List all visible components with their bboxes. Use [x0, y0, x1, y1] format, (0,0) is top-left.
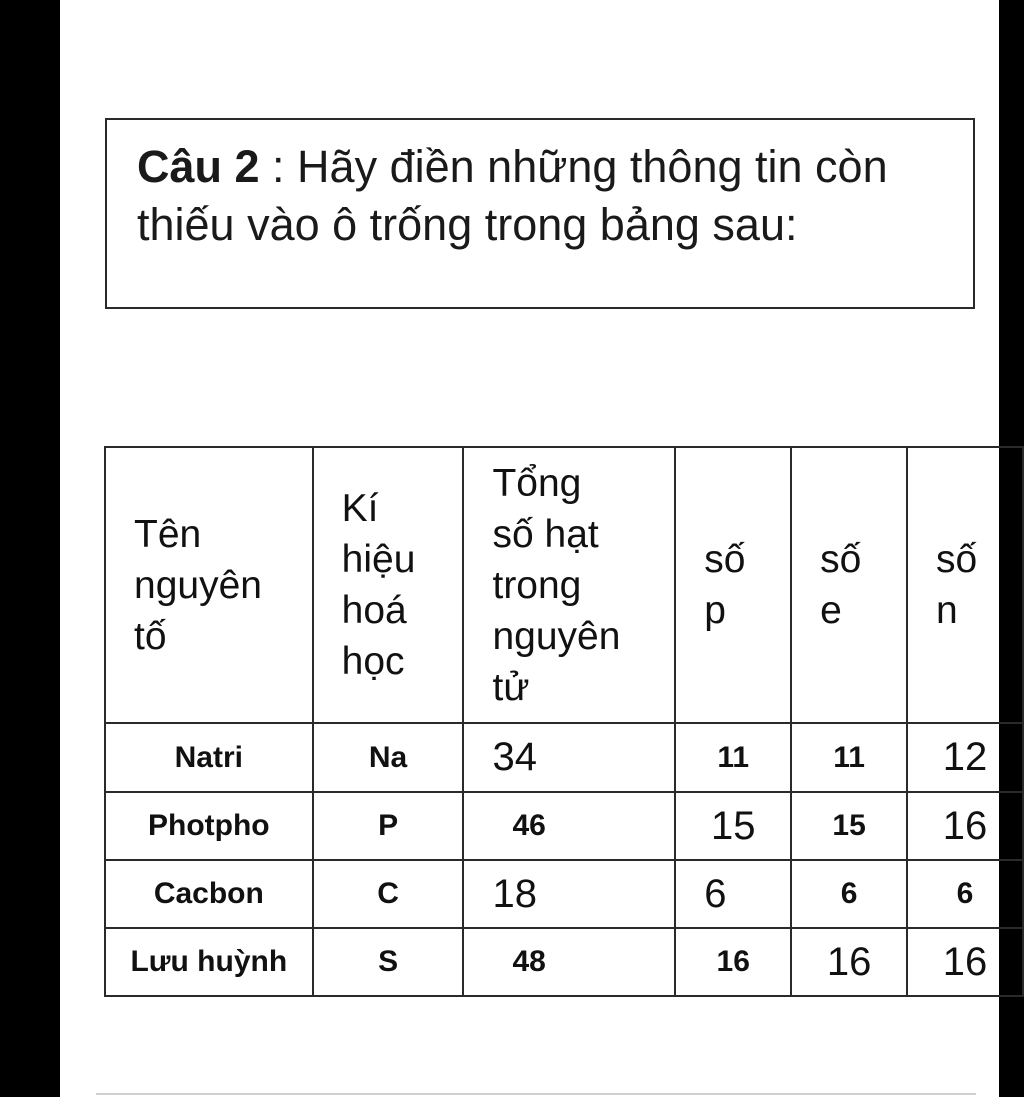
- cell-total: 18: [463, 860, 675, 928]
- header-electrons: số e: [791, 447, 907, 723]
- cell-name: Lưu huỳnh: [105, 928, 313, 996]
- cell-n: 6: [907, 860, 1023, 928]
- cell-e: 11: [791, 723, 907, 792]
- cell-symbol: P: [313, 792, 464, 860]
- header-row: [105, 447, 1023, 723]
- cell-symbol: S: [313, 928, 464, 996]
- cell-e: 15: [791, 792, 907, 860]
- cell-symbol: C: [313, 860, 464, 928]
- cell-total: 48: [463, 928, 675, 996]
- question-box: [105, 118, 975, 309]
- cell-name: Photpho: [105, 792, 313, 860]
- table-row: [105, 860, 1023, 928]
- cell-p: 15: [675, 792, 791, 860]
- divider: [96, 1093, 976, 1095]
- header-neutrons: số n: [907, 447, 1023, 723]
- cell-e: 6: [791, 860, 907, 928]
- header-symbol: Kí hiệu hoá học: [313, 447, 464, 723]
- table-row: [105, 792, 1023, 860]
- table-row: [105, 723, 1023, 792]
- question-label: Câu 2: [137, 141, 260, 192]
- cell-name: Cacbon: [105, 860, 313, 928]
- cell-p: 11: [675, 723, 791, 792]
- table-row: [105, 928, 1023, 996]
- cell-e: 16: [791, 928, 907, 996]
- cell-symbol: Na: [313, 723, 464, 792]
- header-total-particles: Tổng số hạt trong nguyên tử: [463, 447, 675, 723]
- question-text: : Hãy điền những thông tin còn thiếu vào ô trống trong bảng sau:: [137, 141, 888, 250]
- cell-p: 16: [675, 928, 791, 996]
- cell-n: 16: [907, 792, 1023, 860]
- cell-total: 46: [463, 792, 675, 860]
- header-element-name: Tên nguyên tố: [105, 447, 313, 723]
- cell-p: 6: [675, 860, 791, 928]
- cell-total: 34: [463, 723, 675, 792]
- cell-name: Natri: [105, 723, 313, 792]
- cell-n: 12: [907, 723, 1023, 792]
- cell-n: 16: [907, 928, 1023, 996]
- element-table: [104, 446, 1024, 997]
- header-protons: số p: [675, 447, 791, 723]
